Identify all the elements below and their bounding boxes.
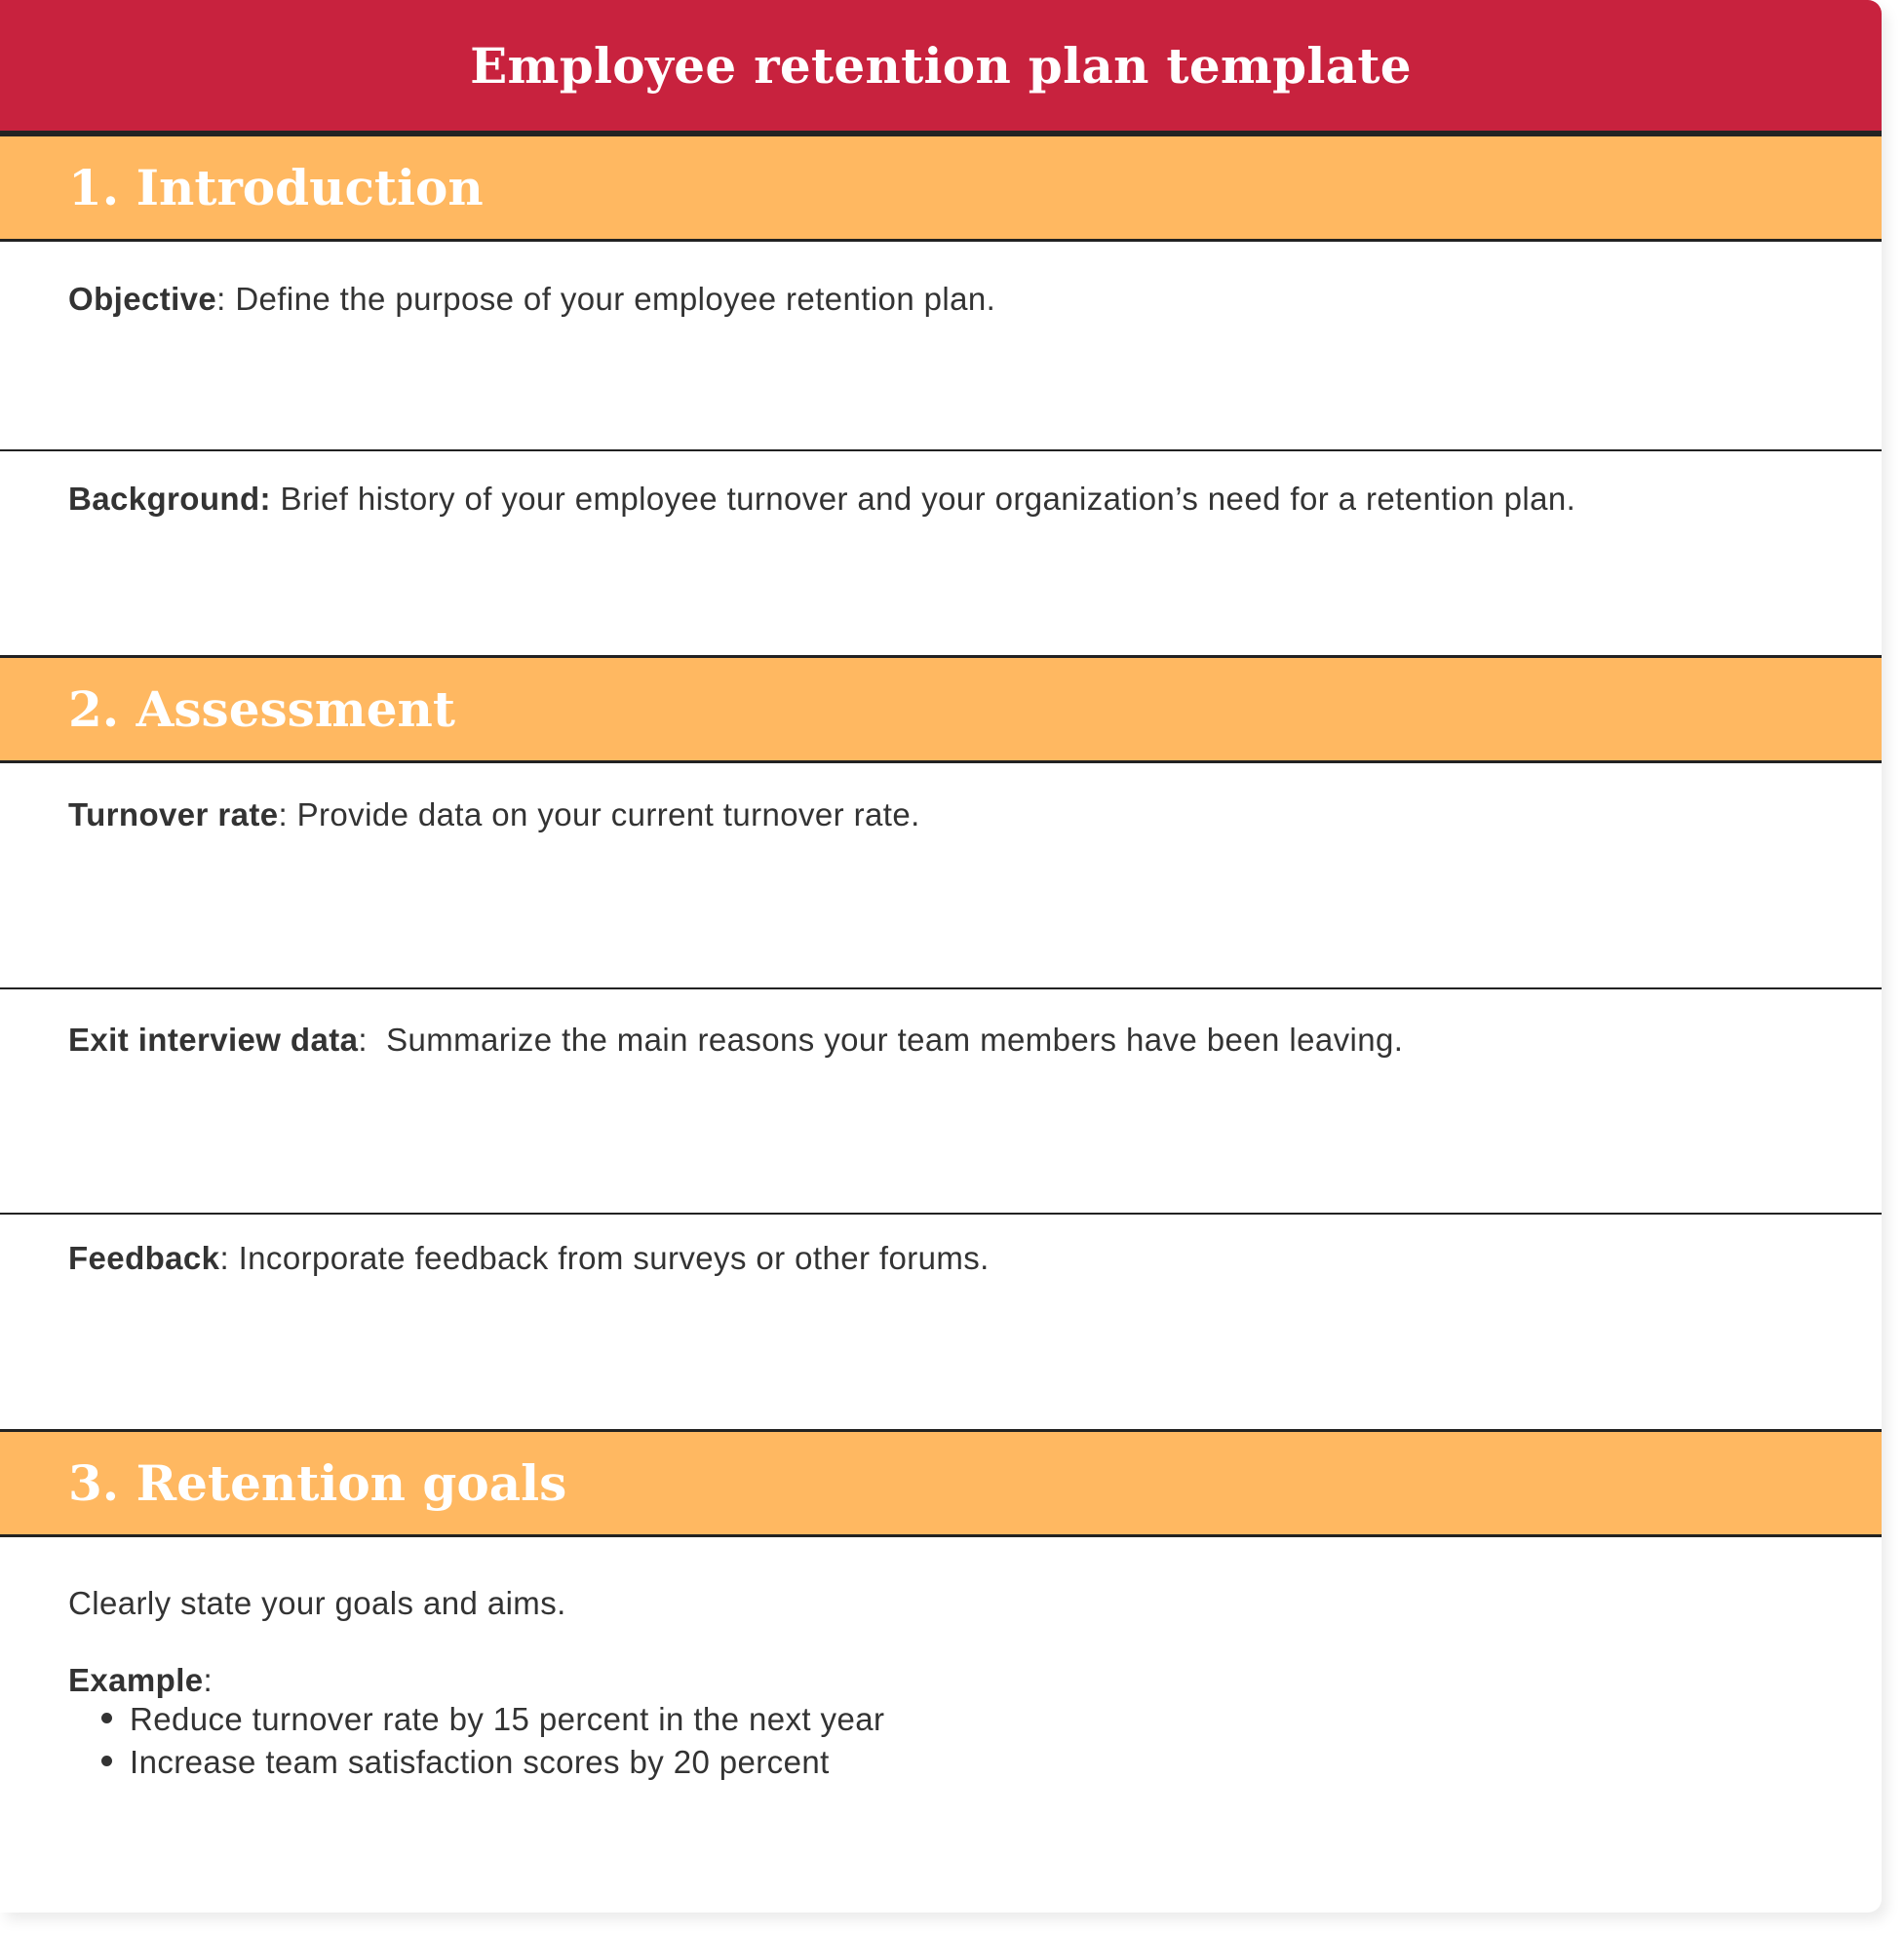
field-description: Summarize the main reasons your team members have been leaving. — [386, 1022, 1404, 1058]
field-separator: : — [219, 1240, 239, 1276]
goals-intro: Clearly state your goals and aims. — [68, 1585, 566, 1621]
page-title: Employee retention plan template — [470, 36, 1412, 95]
field-feedback — [68, 1239, 990, 1278]
section-title: 3. Retention goals — [68, 1454, 567, 1512]
field-label: Background: — [68, 481, 271, 517]
field-label: Exit interview data — [68, 1022, 359, 1058]
list-item — [97, 1741, 884, 1784]
field-label: Turnover rate — [68, 796, 279, 832]
field-description: Provide data on your current turnover rate. — [296, 796, 920, 832]
field-description: Brief history of your employee turnover and your organization’s need for a retention plan. — [280, 481, 1576, 517]
field-label: Feedback — [68, 1240, 220, 1276]
example-separator: : — [203, 1662, 214, 1698]
section-header-introduction — [0, 134, 1882, 242]
field-separator: : — [278, 796, 297, 832]
list-item — [97, 1698, 884, 1741]
row-divider — [0, 449, 1882, 451]
section-title: 1. Introduction — [68, 159, 484, 216]
bullet-icon — [101, 1756, 112, 1766]
field-background — [68, 480, 1575, 519]
field-separator: : — [358, 1022, 387, 1058]
title-bar — [0, 0, 1882, 134]
list-item-text: Increase team satisfaction scores by 20 percent — [130, 1744, 830, 1780]
row-divider — [0, 987, 1882, 989]
bullet-icon — [101, 1713, 112, 1723]
goals-example-list — [97, 1698, 884, 1784]
field-separator — [271, 481, 281, 517]
field-description: Define the purpose of your employee retention plan. — [235, 281, 996, 317]
field-objective — [68, 280, 995, 319]
list-item-text: Reduce turnover rate by 15 percent in the next year — [130, 1701, 885, 1737]
example-label: Example — [68, 1662, 204, 1698]
row-divider — [0, 1213, 1882, 1215]
field-turnover-rate — [68, 795, 920, 834]
section-header-retention-goals — [0, 1429, 1882, 1537]
field-description: Incorporate feedback from surveys or other forums. — [238, 1240, 990, 1276]
field-separator: : — [216, 281, 236, 317]
section-title: 2. Assessment — [68, 680, 455, 738]
section-header-assessment — [0, 655, 1882, 763]
example-heading — [68, 1661, 213, 1700]
field-exit-interview-data — [68, 1021, 1403, 1060]
field-label: Objective — [68, 281, 217, 317]
